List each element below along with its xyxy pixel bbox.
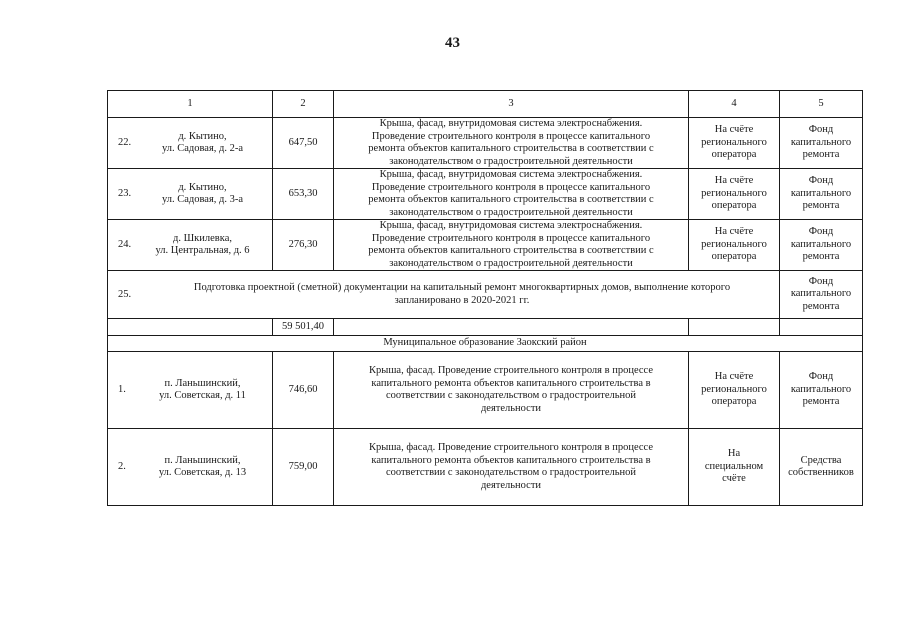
works-line: Крыша, фасад. Проведение строительного контроля в процессе [369,442,653,453]
total-row [108,319,863,336]
source-line: капитального [790,288,852,300]
works-cell [334,220,689,271]
source-line: Фонд [808,371,834,383]
account-line: оператора [711,251,757,263]
account-line: специальном [704,460,764,472]
table-row [108,118,863,169]
address-line: п. Ланьшинский, [164,454,241,466]
total-cost-cell: 59 501,40 [273,319,334,336]
source-line: Фонд [808,124,834,136]
column-header: 4 [689,91,780,118]
source-cell [780,429,863,506]
address-line: п. Ланьшинский, [164,377,241,389]
works-line: законодательством о градостроительной деятельности [389,257,633,269]
works-cell [334,352,689,429]
works-line: Крыша, фасад, внутридомовая система электроснабжения. [379,220,643,231]
address-line: д. Кытино, [178,181,227,193]
works-line: законодательством о градостроительной деятельности [389,155,633,167]
cost-cell: 276,30 [273,220,334,271]
address-line: ул. Советская, д. 11 [159,390,246,401]
account-line: регионального [701,383,767,395]
empty-cell [689,319,780,336]
cost-cell: 647,50 [273,118,334,169]
table-row [108,271,863,319]
source-cell [780,220,863,271]
source-cell [780,118,863,169]
source-line: ремонта [802,396,840,408]
account-cell [689,118,780,169]
table-header-row [108,91,863,118]
source-line: капитального [790,187,852,199]
row-number: 2. [118,460,126,472]
table-row [108,169,863,220]
source-line: Фонд [808,175,834,187]
cost-cell: 653,30 [273,169,334,220]
address-cell [108,169,273,220]
account-line: счёте [722,473,746,485]
empty-cell [108,319,273,336]
source-line: ремонта [802,300,840,312]
source-line: собственников [788,467,854,478]
row-number: 1. [118,383,126,395]
address-line: ул. Центральная, д. 6 [155,245,250,256]
account-line: На счёте [714,371,754,383]
works-line: капитального ремонта объектов капитального строительства в [371,454,651,466]
source-line: Средства [800,454,842,466]
address-cell [108,118,273,169]
account-line: На счёте [714,226,754,238]
works-line: Проведение строительного контроля в процессе капитального [371,232,651,244]
address-line: д. Кытино, [178,130,227,142]
account-cell [689,169,780,220]
municipality-title: Муниципальное образование Заокский район [108,336,863,352]
source-line: ремонта [802,149,840,161]
account-line: оператора [711,200,757,212]
cost-cell: 759,00 [273,429,334,506]
source-line: ремонта [802,200,840,212]
works-line: Крыша, фасад, внутридомовая система электроснабжения. [379,118,643,129]
row-number: 23. [118,187,132,199]
column-header: 3 [334,91,689,118]
program-table [107,90,863,506]
column-header: 5 [780,91,863,118]
works-line: капитального ремонта объектов капитального строительства в [371,377,651,389]
row-number: 25. [118,288,132,300]
works-line: ремонта объектов капитального строительства в соответствии с [368,143,654,154]
account-line: регионального [701,238,767,250]
source-line: капитального [790,238,852,250]
account-line: На счёте [714,175,754,187]
page-number: 43 [445,35,460,51]
works-cell [334,429,689,506]
source-line: капитального [790,383,852,395]
empty-cell [334,319,689,336]
works-line: Крыша, фасад. Проведение строительного контроля в процессе [369,365,653,376]
table-row [108,352,863,429]
address-line: ул. Садовая, д. 3-а [161,194,244,205]
account-line: На [727,448,741,460]
address-cell [108,352,273,429]
works-line: соответствии с законодательством о градостроительной [385,467,637,478]
account-line: На счёте [714,124,754,136]
account-cell [689,429,780,506]
works-line: ремонта объектов капитального строительства в соответствии с [368,245,654,256]
column-header: 1 [108,91,273,118]
account-line: оператора [711,149,757,161]
table-row [108,220,863,271]
design-docs-line: запланировано в 2020-2021 гг. [394,294,530,306]
works-line: ремонта объектов капитального строительства в соответствии с [368,194,654,205]
account-line: регионального [701,136,767,148]
table-row [108,429,863,506]
address-cell [108,429,273,506]
account-line: регионального [701,187,767,199]
source-cell [780,352,863,429]
design-docs-cell [108,271,780,319]
cost-cell: 746,60 [273,352,334,429]
works-line: законодательством о градостроительной деятельности [389,206,633,218]
address-line: ул. Садовая, д. 2-а [161,143,244,154]
works-line: соответствии с законодательством о градостроительной [385,390,637,401]
row-number: 22. [118,136,132,148]
source-line: Фонд [808,275,834,287]
source-line: Фонд [808,226,834,238]
design-docs-line: Подготовка проектной (сметной) документации на капитальный ремонт многоквартирных домов, выполнение которого [193,282,731,293]
address-cell [108,220,273,271]
works-cell [334,169,689,220]
row-number: 24. [118,238,132,250]
municipality-row [108,336,863,352]
source-cell [780,271,863,319]
address-line: д. Шкилевка, [173,232,232,244]
works-line: деятельности [480,479,542,491]
address-line: ул. Советская, д. 13 [158,467,247,478]
works-line: Проведение строительного контроля в процессе капитального [371,130,651,142]
source-cell [780,169,863,220]
account-cell [689,352,780,429]
works-line: деятельности [480,402,542,414]
column-header: 2 [273,91,334,118]
works-line: Крыша, фасад, внутридомовая система электроснабжения. [379,169,643,180]
works-line: Проведение строительного контроля в процессе капитального [371,181,651,193]
account-cell [689,220,780,271]
works-cell [334,118,689,169]
source-line: ремонта [802,251,840,263]
empty-cell [780,319,863,336]
source-line: капитального [790,136,852,148]
account-line: оператора [711,396,757,408]
